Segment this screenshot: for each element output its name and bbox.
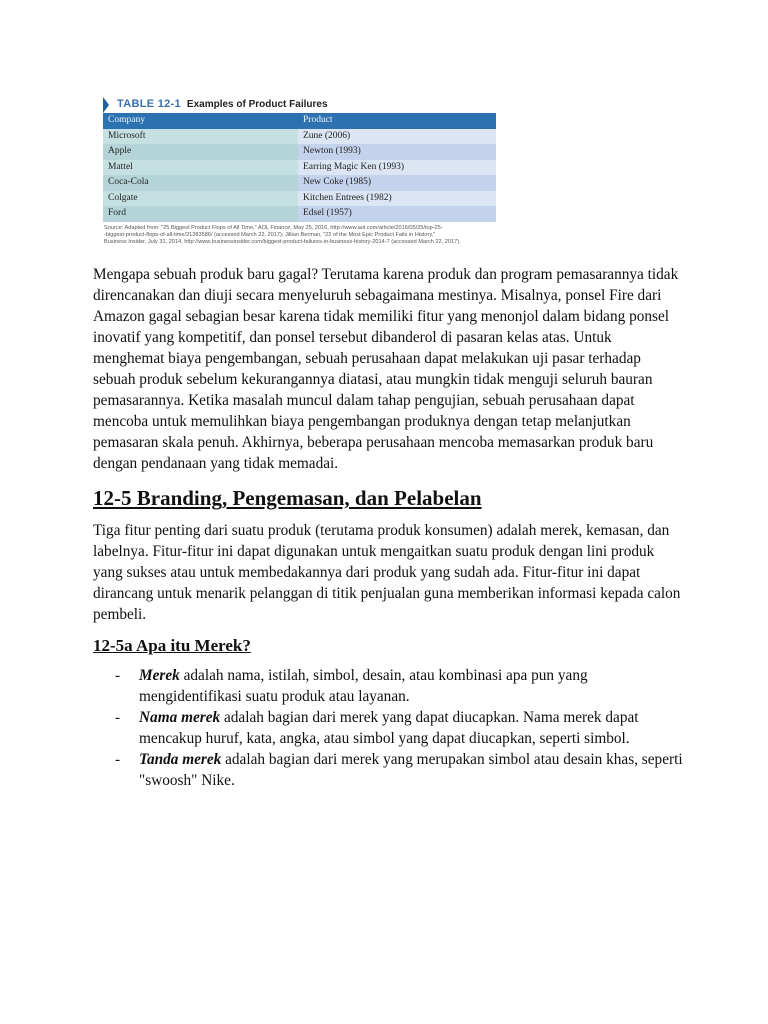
definition-text: adalah bagian dari merek yang merupakan simbol atau desain khas, seperti "swoosh" Nike. <box>139 751 683 789</box>
list-dash: - <box>115 751 121 768</box>
definition-term: Nama merek <box>139 709 221 726</box>
table-cell-product: Newton (1993) <box>298 144 496 160</box>
column-header-product: Product <box>298 113 496 129</box>
table-source-note <box>103 225 496 247</box>
list-dash: - <box>115 709 121 726</box>
column-header-company: Company <box>103 113 298 129</box>
table-cell-product: Earring Magic Ken (1993) <box>298 160 496 176</box>
source-line: Business Insider, July 31, 2014, http://www.businessinsider.com/biggest-product-failures-in-business-history-2014-7 (accessed March 22, 2017). <box>104 238 461 245</box>
table-cell-company: Ford <box>103 206 298 222</box>
product-failures-table <box>103 113 496 222</box>
definition-text: adalah nama, istilah, simbol, desain, atau kombinasi apa pun yang mengidentifikasi suatu produk atau layanan. <box>139 667 588 705</box>
table-cell-company: Microsoft <box>103 129 298 145</box>
table-cell-company: Apple <box>103 144 298 160</box>
body-paragraph: Tiga fitur penting dari suatu produk (terutama produk konsumen) adalah merek, kemasan, dan labelnya. Fitur-fitur ini dapat digunakan untuk mengaitkan suatu produk dengan lini produk yang sukses atau untuk membedakannya dari produk yang sudah ada. Fitur-fitur ini dapat dirancang untuk menarik pelanggan di titik penjualan guna memberikan informasi kepada calon pembeli. <box>93 522 681 623</box>
definition-text: adalah bagian dari merek yang dapat diucapkan. Nama merek dapat mencakup huruf, kata, angka, atau simbol yang dapat diucapkan, seperti simbol. <box>139 709 639 747</box>
definition-item <box>93 749 683 791</box>
document-body <box>93 264 683 791</box>
table-cell-product: Zune (2006) <box>298 129 496 145</box>
definition-item <box>93 665 683 707</box>
table-cell-company: Mattel <box>103 160 298 176</box>
source-line: -biggest-product-flops-of-all-time/21383586/ (accessed March 22, 2017); Jillian Berman, "22 of the Most Epic Product Fails in History," <box>104 231 436 238</box>
definition-list <box>93 665 683 791</box>
definition-item <box>93 707 683 749</box>
table-cell-product: New Coke (1985) <box>298 175 496 191</box>
definition-term: Merek <box>139 667 180 684</box>
caption-triangle-icon <box>103 97 109 113</box>
table-cell-company: Coca-Cola <box>103 175 298 191</box>
body-paragraph: Mengapa sebuah produk baru gagal? Terutama karena produk dan program pemasarannya tidak direncanakan dan diuji secara menyeluruh sebagaimana mestinya. Misalnya, ponsel Fire dari Amazon gagal sebagian besar karena tidak memiliki fitur yang menonjol dalam bidang ponsel inovatif yang kompetitif, dan ponsel tersebut dibanderol di pasaran kelas atas. Untuk menghemat biaya pengembangan, sebuah perusahaan dapat melakukan uji pasar terhadap sebuah produk sebelum kekurangannya diatasi, atau mungkin tidak menguji seluruh bauran pemasarannya. Ketika masalah muncul dalam tahap pengujian, sebuah perusahaan dapat mencoba untuk memulihkan biaya pengembangan produknya dengan tetap melanjutkan pemasaran skala penuh. Akhirnya, beberapa perusahaan mencoba memasarkan produk baru dengan pendanaan yang tidak memadai. <box>93 266 679 472</box>
source-line: Source: Adapted from: "25 Biggest Product Flops of All Time," AOL Finance, May 25, 2016, http://www.aol.com/article/2016/05/25/top-25- <box>104 224 443 231</box>
table-cell-company: Colgate <box>103 191 298 207</box>
table-caption <box>103 96 496 113</box>
subsection-heading: 12-5a Apa itu Merek? <box>93 636 251 655</box>
product-failures-table-figure <box>103 96 496 246</box>
table-cell-product: Kitchen Entrees (1982) <box>298 191 496 207</box>
table-cell-product: Edsel (1957) <box>298 206 496 222</box>
section-heading: 12-5 Branding, Pengemasan, dan Pelabelan <box>93 486 482 510</box>
table-title: Examples of Product Failures <box>186 99 328 110</box>
definition-term: Tanda merek <box>139 751 222 768</box>
list-dash: - <box>115 667 121 684</box>
table-tag: TABLE 12-1 <box>117 98 181 110</box>
